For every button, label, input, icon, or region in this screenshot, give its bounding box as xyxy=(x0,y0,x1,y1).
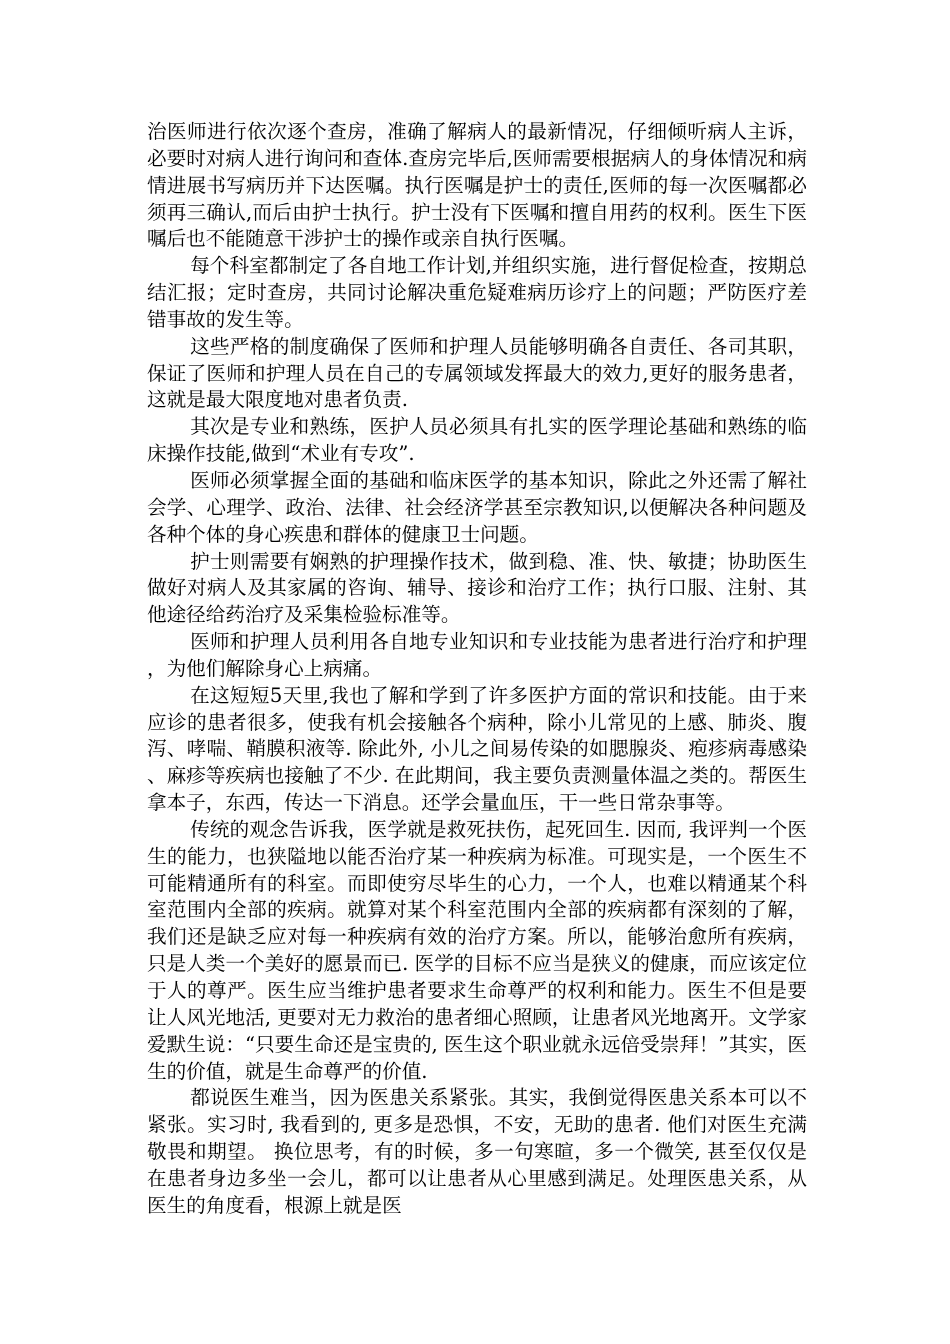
paragraph-10: 都说医生难当，因为医患关系紧张。其实，我倒觉得医患关系本可以不紧张。实习时, 我看到的, 更多是恐惧，不安，无助的患者. 他们对医生充满敬畏和期望。 换位思考，有的时候，多一句寒暄，多一个微笑, 甚至仅仅是在患者身边多坐一会儿，都可以让患者从心里感到满足。处理医患关系，从医生的角度看，根源上就是医 xyxy=(147,1086,807,1217)
paragraph-7: 医师和护理人员利用各自地专业知识和专业技能为患者进行治疗和护理，为他们解除身心上病痛。 xyxy=(147,630,807,680)
document-page xyxy=(147,119,807,1220)
paragraph-1: 治医师进行依次逐个查房，准确了解病人的最新情况，仔细倾听病人主诉，必要时对病人进行询问和查体.查房完毕后,医师需要根据病人的身体情况和病情进展书写病历并下达医嘱。执行医嘱是护士的责任,医师的每一次医嘱都必须再三确认,而后由护士执行。护士没有下医嘱和擅自用药的权利。医生下医嘱后也不能随意干涉护士的操作或亲自执行医嘱。 xyxy=(147,120,807,251)
paragraph-2: 每个科室都制定了各自地工作计划,并组织实施，进行督促检查，按期总结汇报；定时查房，共同讨论解决重危疑难病历诊疗上的问题；严防医疗差错事故的发生等。 xyxy=(147,254,807,331)
paragraph-3: 这些严格的制度确保了医师和护理人员能够明确各自责任、各司其职，保证了医师和护理人员在自己的专属领域发挥最大的效力,更好的服务患者，这就是最大限度地对患者负责. xyxy=(147,334,807,412)
paragraph-8: 在这短短5天里,我也了解和学到了许多医护方面的常识和技能。由于来应诊的患者很多，使我有机会接触各个病种，除小儿常见的上感、肺炎、腹泻、哮喘、鞘膜积液等. 除此外, 小儿之间易传染的如腮腺炎、疱疹病毒感染、麻疹等疾病也接触了不少. 在此期间，我主要负责测量体温之类的。帮医生拿本子，东西，传达一下消息。还学会量血压，干一些日常杂事等。 xyxy=(147,683,807,815)
paragraph-5: 医师必须掌握全面的基础和临床医学的基本知识，除此之外还需了解社会学、心理学、政治、法律、社会经济学甚至宗教知识,以便解决各种问题及各种个体的身心疾患和群体的健康卫士问题。 xyxy=(147,468,807,546)
paragraph-4: 其次是专业和熟练，医护人员必须具有扎实的医学理论基础和熟练的临床操作技能,做到“术业有专攻”. xyxy=(147,415,807,466)
paragraph-9: 传统的观念告诉我，医学就是救死扶伤，起死回生. 因而, 我评判一个医生的能力，也狭隘地以能否治疗某一种疾病为标准。可现实是，一个医生不可能精通所有的科室。而即使穷尽毕生的心力，一个人，也难以精通某个科室范围内全部的疾病。就算对某个科室范围内全部的疾病都有深刻的了解，我们还是缺乏应对每一种疾病有效的治疗方案。所以，能够治愈所有疾病，只是人类一个美好的愿景而已. 医学的目标不应当是狭义的健康，而应该定位于人的尊严。医生应当维护患者要求生命尊严的权利和能力。医生不但是要让人风光地活, 更要对无力救治的患者细心照顾，让患者风光地离开。文学家爱默生说：“只要生命还是宝贵的, 医生这个职业就永远倍受崇拜！”其实，医生的价值，就是生命尊严的价值. xyxy=(147,817,807,1083)
paragraph-6: 护士则需要有娴熟的护理操作技术，做到稳、准、快、敏捷；协助医生做好对病人及其家属的咨询、辅导、接诊和治疗工作；执行口服、注射、其他途径给药治疗及采集检验标准等。 xyxy=(147,549,807,627)
